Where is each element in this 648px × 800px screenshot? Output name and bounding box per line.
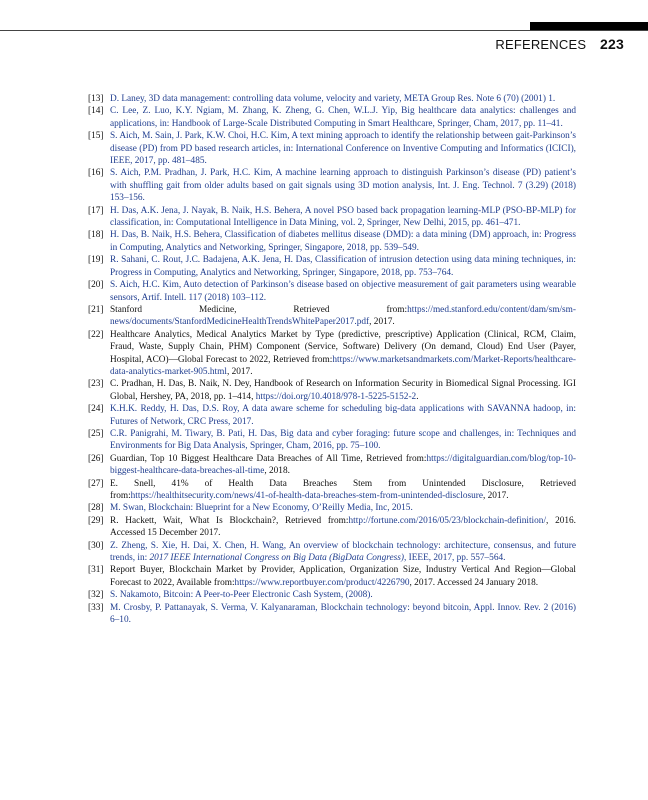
- reference-item[interactable]: [88, 205, 576, 230]
- section-title: REFERENCES: [495, 37, 587, 52]
- reference-text[interactable]: D. Laney, 3D data management: controlling data volume, velocity and variety, META Group Res. Note 6 (70) (2001) 1.: [110, 94, 556, 104]
- reference-number: [27]: [88, 478, 104, 489]
- reference-doi-link[interactable]: https://doi.org/10.4018/978-1-5225-5152-2: [255, 391, 417, 402]
- reference-item[interactable]: [88, 229, 576, 254]
- reference-text: R. Hackett, Wait, What Is Blockchain?, Retrieved from:: [110, 515, 349, 526]
- reference-item[interactable]: [88, 279, 576, 304]
- reference-item[interactable]: [88, 130, 576, 167]
- reference-text[interactable]: C.R. Panigrahi, M. Tiwary, B. Pati, H. Das, Big data and cyber foraging: future scope and challenges, in: Techniques and Environments for Big Data Analysis, Springer, Cham, 2016, pp. 75–100.: [110, 428, 576, 452]
- reference-number: [13]: [88, 94, 104, 104]
- reference-number: [31]: [88, 565, 104, 576]
- reference-text: Guardian, Top 10 Biggest Healthcare Data Breaches of All Time, Retrieved from:: [110, 453, 427, 464]
- page-number: 223: [600, 36, 624, 52]
- reference-number: [26]: [88, 453, 104, 464]
- reference-text: Report Buyer, Blockchain Market by Provider, Application, Organization Size, Industry Vertical And Region—Global Forecast to 2022, Available from:: [110, 565, 576, 588]
- reference-text[interactable]: R. Sahani, C. Rout, J.C. Badajena, A.K. Jena, H. Das, Classification of intrusion detection using data mining techniques, in: Progress in Computing, Analytics and Networking, Springer, Singapore, 2018, pp. 753–764.: [110, 255, 576, 278]
- reference-text: E. Snell, 41% of Health Data Breaches Stem from Unintended Disclosure, Retrieved from:: [110, 478, 576, 501]
- reference-number: [15]: [88, 131, 104, 142]
- reference-link[interactable]: https://digitalguardian.com/blog/top-10-biggest-healthcare-data-breaches-all-time: [110, 453, 576, 477]
- reference-item[interactable]: [88, 589, 576, 601]
- reference-link[interactable]: https://med.stanford.edu/content/dam/sm/sm-news/documents/StanfordMedicineHealthTrendsWhitePaper2017.pdf: [110, 304, 576, 328]
- reference-item: [88, 329, 576, 379]
- reference-text-tail: , 2016. Accessed 15 December 2017.: [110, 515, 576, 539]
- reference-item: [88, 564, 576, 589]
- reference-text: Stanford Medicine, Retrieved from:: [110, 304, 408, 315]
- reference-number: [18]: [88, 230, 104, 241]
- reference-item[interactable]: [88, 428, 576, 453]
- reference-item[interactable]: [88, 403, 576, 428]
- reference-number: [23]: [88, 379, 104, 390]
- reference-text-tail: , 2017.: [369, 317, 395, 328]
- reference-number: [21]: [88, 304, 104, 315]
- reference-link[interactable]: https://www.marketsandmarkets.com/Market-Reports/healthcare-data-analytics-market-905.html: [110, 354, 576, 377]
- reference-number: [14]: [88, 106, 104, 117]
- reference-text[interactable]: Z. Zheng, S. Xie, H. Dai, X. Chen, H. Wang, An overview of blockchain technology: architecture, consensus, and future trends, in:: [110, 540, 576, 564]
- header-rule: [0, 30, 648, 31]
- reference-number: [22]: [88, 329, 104, 340]
- reference-text-tail[interactable]: , IEEE, 2017, pp. 557–564.: [403, 553, 506, 564]
- reference-link[interactable]: https://healthitsecurity.com/news/41-of-health-data-breaches-stem-from-unintended-disclosure: [130, 491, 483, 501]
- reference-number: [32]: [88, 590, 104, 601]
- reference-number: [33]: [88, 602, 104, 613]
- reference-text-tail: .: [416, 391, 419, 402]
- reference-text-tail: , 2018.: [264, 466, 290, 477]
- reference-item: [88, 304, 576, 329]
- reference-number: [29]: [88, 515, 104, 526]
- reference-link[interactable]: http://fortune.com/2016/05/23/blockchain-definition/: [348, 515, 547, 526]
- reference-link[interactable]: https://www.reportbuyer.com/product/4226790: [234, 577, 410, 588]
- reference-number: [28]: [88, 503, 104, 514]
- reference-number: [20]: [88, 280, 104, 291]
- reference-italic-title[interactable]: 2017 IEEE International Congress on Big Data (BigData Congress): [149, 553, 404, 564]
- reference-number: [17]: [88, 205, 104, 216]
- reference-text[interactable]: S. Aich, P.M. Pradhan, J. Park, H.C. Kim, A machine learning approach to distinguish Parkinson’s disease (PD) patient’s with shuffling gait from older adults based on gait signals using 3D motion analysis, Int. J. Eng. Technol. 7 (3.29) (2018) 153–156.: [110, 168, 576, 204]
- reference-text: C. Pradhan, H. Das, B. Naik, N. Dey, Handbook of Research on Information Security in Biomedical Signal Processing. IGI Global, Hershey, PA, 2018, pp. 1–414,: [110, 379, 576, 402]
- reference-text-tail: , 2017. Accessed 24 January 2018.: [409, 577, 539, 588]
- reference-text[interactable]: H. Das, B. Naik, H.S. Behera, Classification of diabetes mellitus disease (DMD): a data mining (DM) approach, in: Progress in Computing, Analytics and Networking, Springer, Singapore, 2018, pp. 539–549.: [110, 230, 576, 253]
- reference-text[interactable]: K.H.K. Reddy, H. Das, D.S. Roy, A data aware scheme for scheduling big-data applications with SAVANNA hadoop, in: Futures of Network, CRC Press, 2017.: [110, 404, 576, 427]
- reference-item: [88, 378, 576, 403]
- reference-number: [25]: [88, 428, 104, 439]
- reference-text[interactable]: S. Aich, H.C. Kim, Auto detection of Parkinson’s disease based on objective measurement of gait parameters using wearable sensors, Artif. Intell. 117 (2018) 103–112.: [110, 280, 576, 303]
- reference-item[interactable]: [88, 502, 576, 514]
- reference-text[interactable]: M. Swan, Blockchain: Blueprint for a New Economy, O’Reilly Media, Inc, 2015.: [110, 503, 413, 514]
- reference-item: [88, 515, 576, 540]
- reference-item[interactable]: [88, 540, 576, 565]
- reference-number: [30]: [88, 540, 104, 551]
- reference-item: [88, 478, 576, 503]
- reference-text[interactable]: H. Das, A.K. Jena, J. Nayak, B. Naik, H.S. Behera, A novel PSO based back propagation learning-MLP (PSO-BP-MLP) for classification, in: Computational Intelligence in Data Mining, vol. 2, Springer, New Delhi, 2015, pp. 461–471.: [110, 205, 576, 229]
- reference-text[interactable]: C. Lee, Z. Luo, K.Y. Ngiam, M. Zhang, K. Zheng, G. Chen, W.L.J. Yip, Big healthcare data analytics: challenges and applications, in: Handbook of Large-Scale Distributed Computing in Smart Healthcare, Springer, Cham, 2017, pp. 11–41.: [110, 106, 576, 129]
- reference-number: [24]: [88, 404, 104, 415]
- reference-text[interactable]: M. Crosby, P. Pattanayak, S. Verma, V. Kalyanaraman, Blockchain technology: beyond bitcoin, Appl. Innov. Rev. 2 (2016) 6–10.: [110, 602, 576, 626]
- reference-text[interactable]: S. Nakamoto, Bitcoin: A Peer-to-Peer Electronic Cash System, (2008).: [110, 590, 373, 601]
- reference-number: [19]: [88, 255, 104, 266]
- reference-number: [16]: [88, 168, 104, 179]
- reference-item: [88, 453, 576, 478]
- reference-text-tail: , 2017.: [226, 366, 253, 377]
- reference-item[interactable]: [88, 254, 576, 279]
- reference-item[interactable]: [88, 602, 576, 627]
- reference-list: [88, 93, 576, 626]
- reference-item[interactable]: [88, 167, 576, 204]
- reference-text-tail: , 2017.: [482, 491, 509, 501]
- reference-item[interactable]: [88, 93, 576, 105]
- reference-text: Healthcare Analytics, Medical Analytics Market by Type (predictive, prescriptive) Application (Clinical, RCM, Claim, Fraud, Waste, Supply Chain, PHM) Component (Service, Software) Delivery (On demand, Cloud) End User (Payer, Hospital, ACO)—Global Forecast to 2022, Retrieved from:: [110, 329, 576, 365]
- running-header: [495, 36, 624, 52]
- reference-item[interactable]: [88, 105, 576, 130]
- reference-text[interactable]: S. Aich, M. Sain, J. Park, K.W. Choi, H.C. Kim, A text mining approach to identify the relationship between gait-Parkinson’s disease (PD) from PD based research articles, in: International Conference on Inventive Computing and Informatics (ICICI), IEEE, 2017, pp. 481–485.: [110, 131, 576, 167]
